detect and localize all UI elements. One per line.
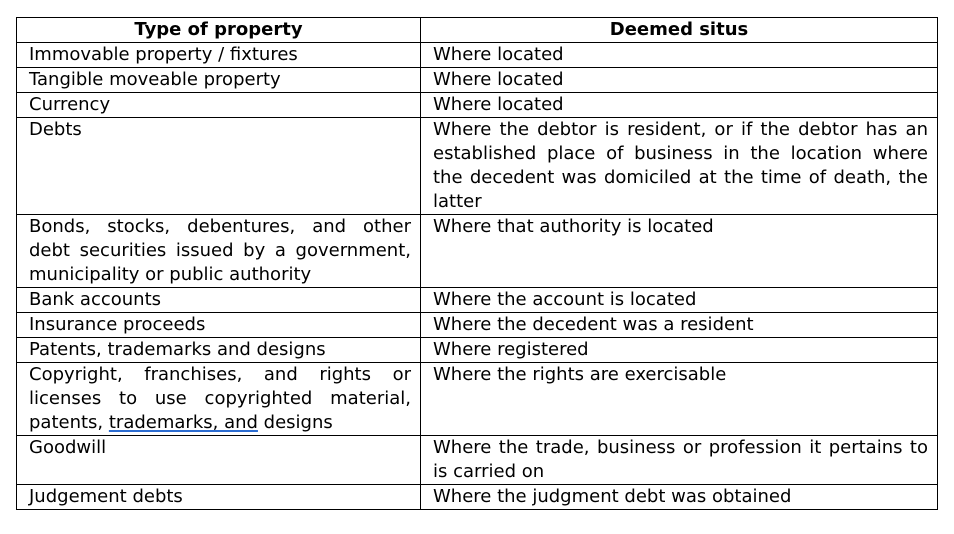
deemed-situs-cell: Where registered [421, 338, 938, 363]
property-type-cell: Debts [17, 118, 421, 215]
property-type-cell: Bonds, stocks, debentures, and other debt securities issued by a government, municipality or public authority [17, 215, 421, 288]
deemed-situs-cell: Where that authority is located [421, 215, 938, 288]
deemed-situs-cell: Where the debtor is resident, or if the debtor has an established place of business in the location where the decedent was domiciled at the time of death, the latter [421, 118, 938, 215]
property-type-cell: Patents, trademarks and designs [17, 338, 421, 363]
deemed-situs-cell: Where the trade, business or profession it pertains to is carried on [421, 436, 938, 485]
property-type-cell: Goodwill [17, 436, 421, 485]
table-row [17, 288, 938, 313]
table-row [17, 68, 938, 93]
table-row [17, 436, 938, 485]
deemed-situs-cell: Where the decedent was a resident [421, 313, 938, 338]
table-row [17, 363, 938, 436]
property-situs-table [16, 17, 938, 510]
header-deemed-situs: Deemed situs [421, 18, 938, 43]
property-type-cell: Currency [17, 93, 421, 118]
table-header-row [17, 18, 938, 43]
table-row [17, 313, 938, 338]
table-row [17, 118, 938, 215]
property-type-cell: Tangible moveable property [17, 68, 421, 93]
deemed-situs-cell: Where the account is located [421, 288, 938, 313]
property-type-cell: Insurance proceeds [17, 313, 421, 338]
table-row [17, 93, 938, 118]
property-type-cell: Immovable property / fixtures [17, 43, 421, 68]
property-type-cell: Judgement debts [17, 485, 421, 510]
table-row [17, 43, 938, 68]
table-row [17, 485, 938, 510]
property-type-cell [17, 363, 421, 436]
table-row [17, 215, 938, 288]
deemed-situs-cell: Where located [421, 68, 938, 93]
property-type-text: designs [257, 412, 333, 433]
deemed-situs-cell: Where located [421, 93, 938, 118]
table-row [17, 338, 938, 363]
property-type-text: Copyright, franchises, and rights or licenses to use copyrighted material, patents, [29, 364, 411, 433]
deemed-situs-cell: Where the rights are exercisable [421, 363, 938, 436]
deemed-situs-cell: Where the judgment debt was obtained [421, 485, 938, 510]
spellcheck-underlined-text: trademarks, and [108, 412, 258, 433]
header-type-of-property: Type of property [17, 18, 421, 43]
deemed-situs-cell: Where located [421, 43, 938, 68]
property-type-cell: Bank accounts [17, 288, 421, 313]
